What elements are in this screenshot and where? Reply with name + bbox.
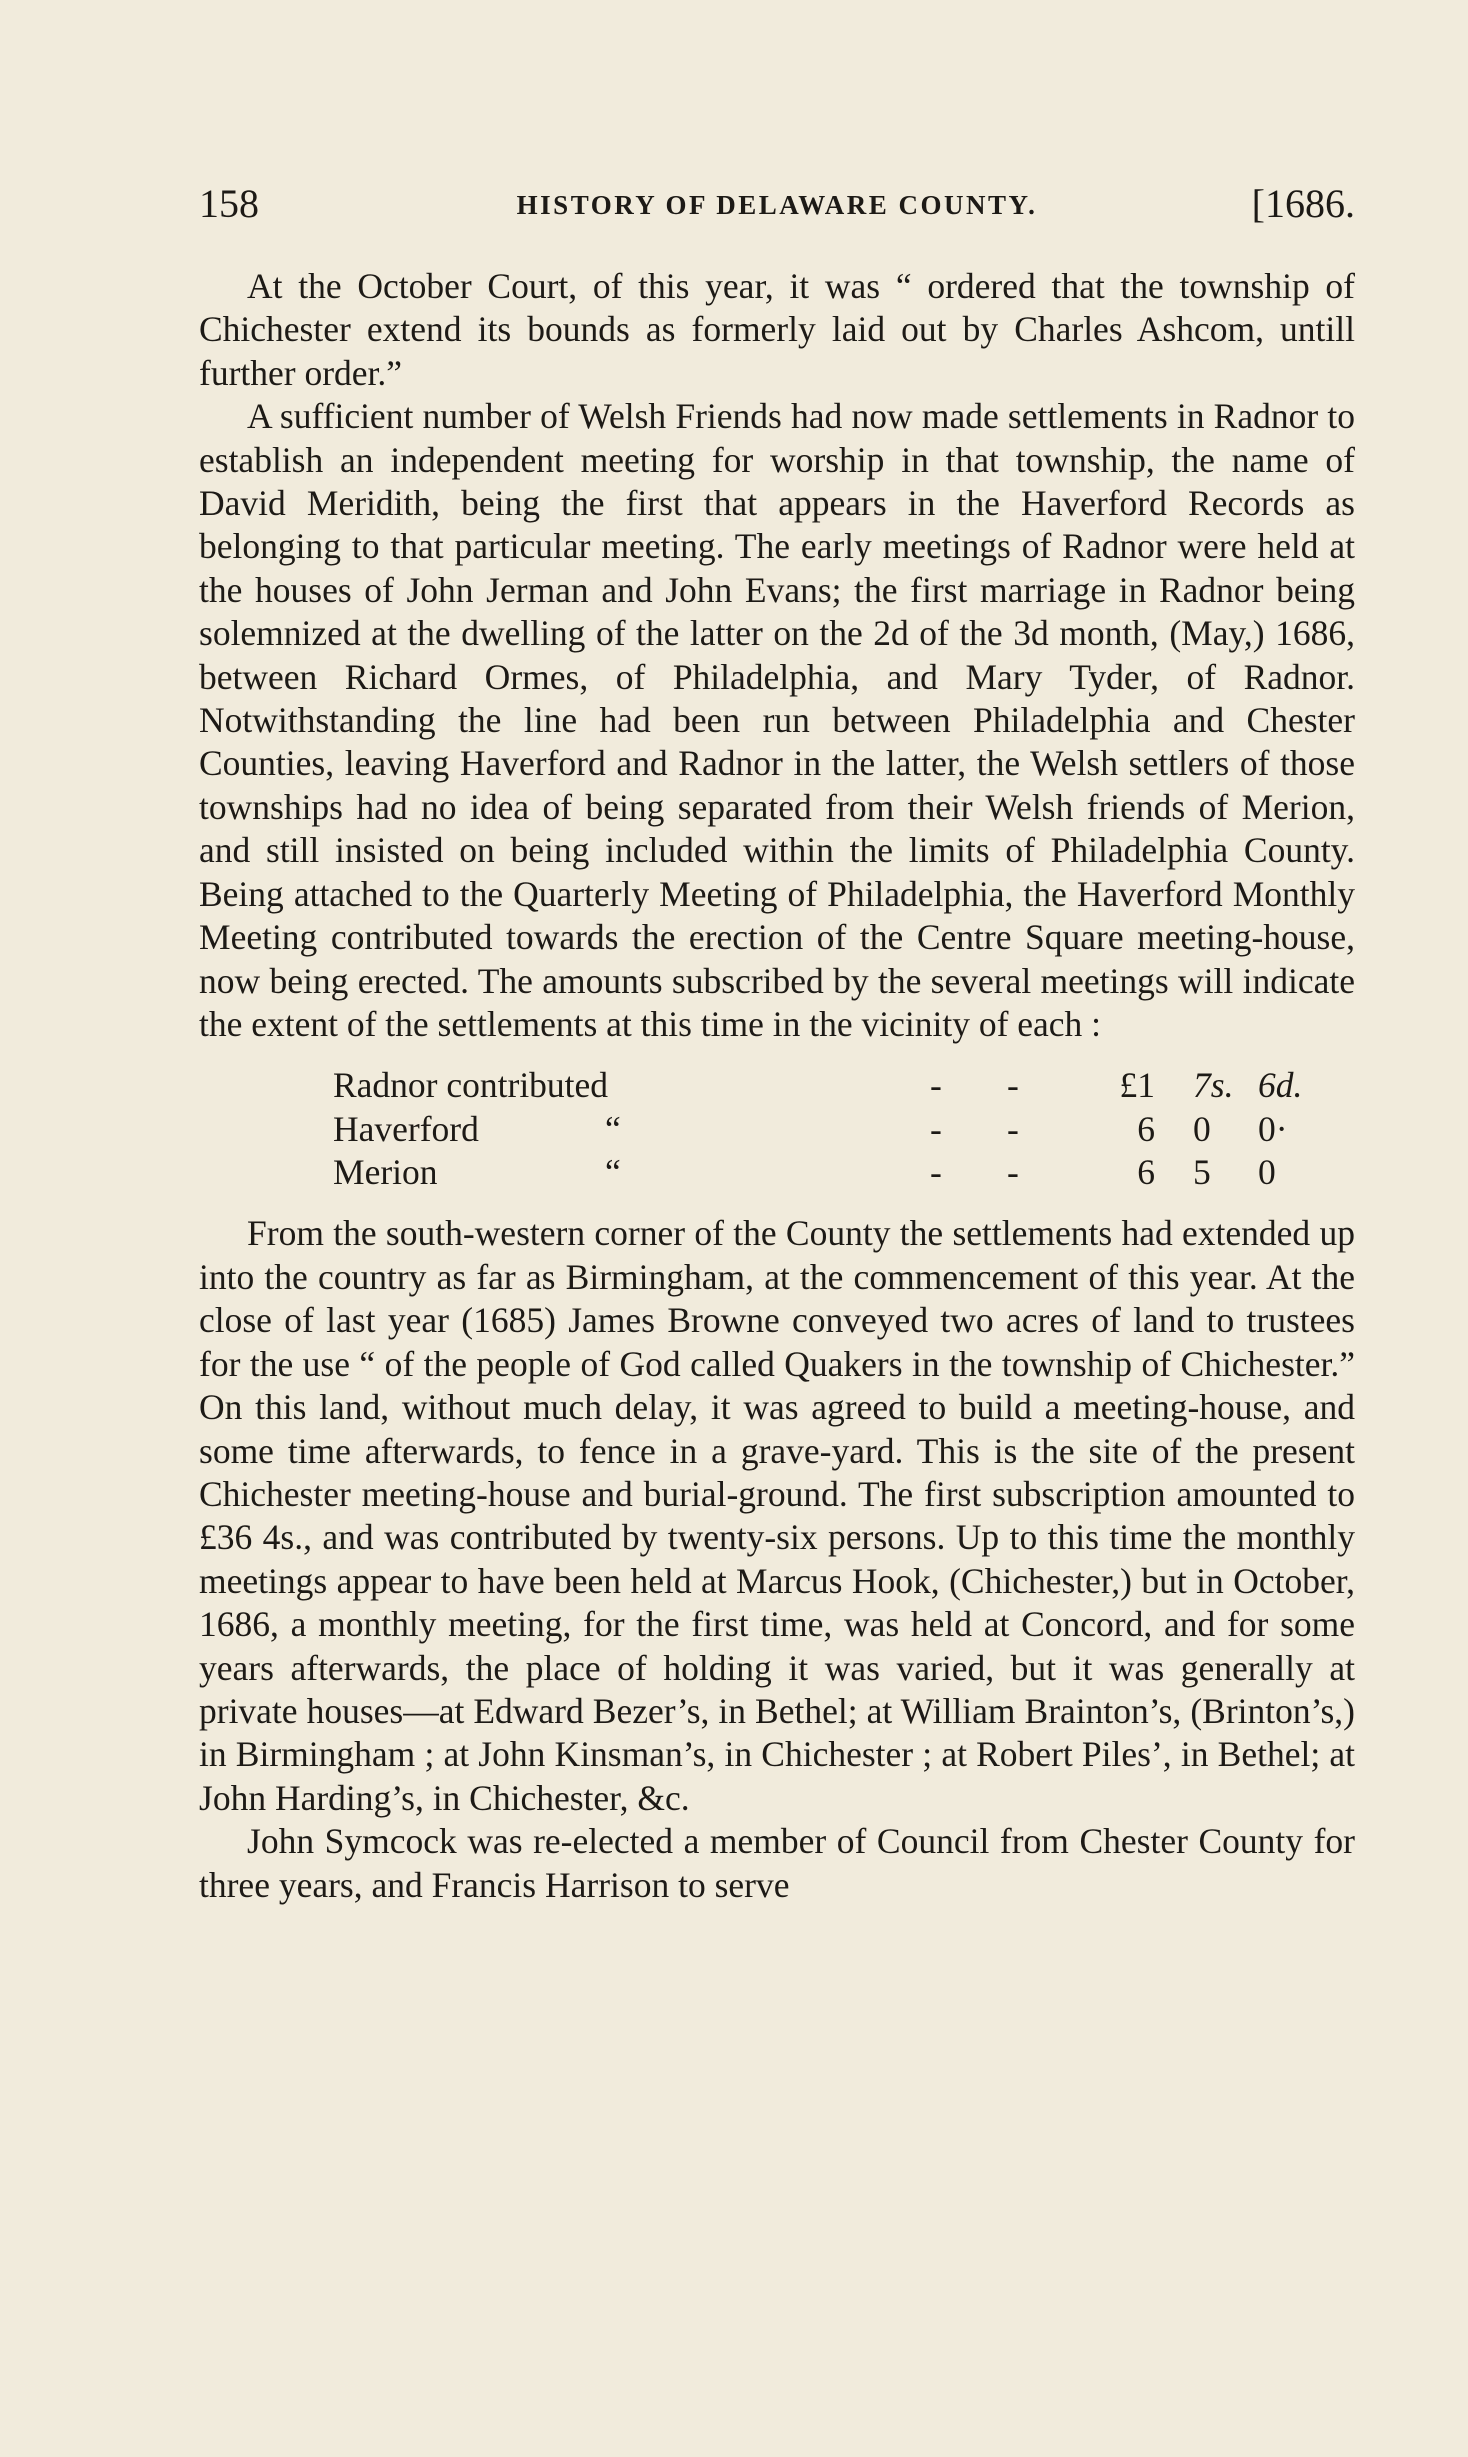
ditto-mark: “ xyxy=(605,1108,621,1149)
contributions-table xyxy=(333,1064,1355,1194)
meeting-name: Haverford xyxy=(333,1108,479,1149)
paragraph: From the south-western corner of the County the settlements had extended up into the country as far as Birmingham, at the commencement of this year. At the close of last year (1685) James Browne conveyed two acres of land to trustees for the use “ of the people of God called Quakers in the township of Chichester.” On this land, without much delay, it was agreed to build a meeting-house, and some time afterwards, to fence in a grave-yard. This is the site of the present Chichester meeting-house and burial-ground. The first subscription amounted to £36 4s., and was contributed by twenty-six persons. Up to this time the monthly meetings appear to have been held at Marcus Hook, (Chichester,) but in October, 1686, a monthly meeting, for the first time, was held at Concord, and for some years afterwards, the place of holding it was varied, but it was generally at private houses—at Edward Bezer’s, in Bethel; at William Brainton’s, (Brinton’s,) in Birmingham ; at John Kinsman’s, in Chichester ; at Robert Piles’, in Bethel; at John Harding’s, in Chichester, &c. xyxy=(199,1213,1355,1818)
pounds-value: 6 xyxy=(1137,1108,1155,1149)
paragraph: A sufficient number of Welsh Friends had now made settlements in Radnor to establish an independent meeting for worship in that township, the name of David Meridith, being the first that appears in the Haverford Records as belonging to that particular meeting. The early meetings of Radnor were held at the houses of John Jerman and John Evans; the first marriage in Radnor being solemnized at the dwelling of the latter on the 2d of the 3d month, (May,) 1686, between Richard Ormes, of Philadelphia, and Mary Tyder, of Radnor. Notwithstanding the line had been run between Philadelphia and Chester Counties, leaving Haverford and Radnor in the latter, the Welsh settlers of those townships had no idea of being separated from their Welsh friends of Merion, and still insisted on being included within the limits of Philadelphia County. Being attached to the Quarterly Meeting of Philadelphia, the Haverford Monthly Meeting contributed towards the erection of the Centre Square meeting-house, now being erected. The amounts subscribed by the several meetings will indicate the extent of the settlements at this time in the vicinity of each : xyxy=(199,396,1355,1044)
contribution-row xyxy=(333,1064,1355,1107)
leader-dash: - xyxy=(930,1152,942,1193)
leader-dash: - xyxy=(1007,1152,1019,1193)
header-year: [1686. xyxy=(1251,181,1355,226)
leader-dash: - xyxy=(1007,1065,1019,1106)
ditto-mark: “ xyxy=(605,1152,621,1193)
page-number: 158 xyxy=(199,181,259,226)
meeting-name: Radnor contributed xyxy=(333,1065,609,1106)
paragraph: John Symcock was re-elected a member of Council from Chester County for three years, and Francis Harrison to serve xyxy=(199,1821,1355,1905)
shillings-value: 7s. xyxy=(1193,1065,1234,1106)
paragraph: At the October Court, of this year, it was “ ordered that the township of Chichester extend its bounds as formerly laid out by Charles Ashcom, untill further order.” xyxy=(199,266,1355,393)
contribution-row xyxy=(333,1108,1355,1151)
leader-dash: - xyxy=(930,1065,942,1106)
running-title: HISTORY OF DELAWARE COUNTY. xyxy=(516,190,1038,220)
shillings-value: 0 xyxy=(1193,1108,1211,1149)
page-body xyxy=(199,265,1355,1907)
pounds-value: £1 xyxy=(1119,1065,1155,1106)
leader-dash: - xyxy=(1007,1108,1019,1149)
pounds-value: 6 xyxy=(1137,1152,1155,1193)
pence-value: 0· xyxy=(1258,1108,1288,1149)
meeting-name: Merion xyxy=(333,1152,438,1193)
leader-dash: - xyxy=(930,1108,942,1149)
page-header xyxy=(199,180,1355,230)
pence-value: 0 xyxy=(1258,1152,1276,1193)
pence-value: 6d. xyxy=(1258,1065,1303,1106)
shillings-value: 5 xyxy=(1193,1152,1211,1193)
contribution-row xyxy=(333,1151,1355,1194)
